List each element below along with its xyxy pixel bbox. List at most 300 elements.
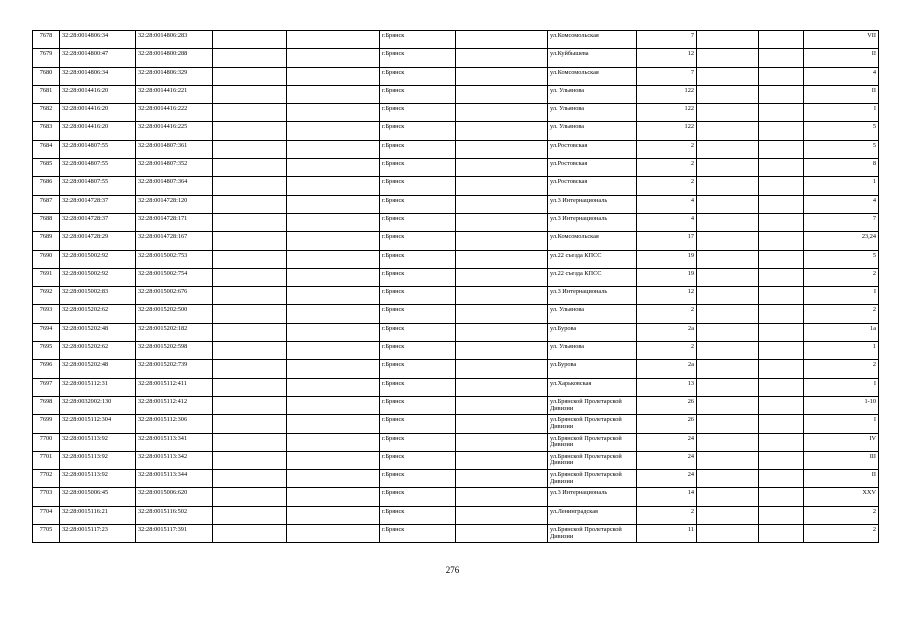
premises-number-cell: 5 bbox=[804, 250, 879, 268]
house-number-cell: 26 bbox=[637, 396, 697, 414]
city-cell: г.Брянск bbox=[380, 488, 456, 506]
blank-col-11-cell bbox=[759, 268, 804, 286]
blank-col-7-cell bbox=[456, 378, 548, 396]
register-table-body bbox=[33, 31, 879, 543]
table-row bbox=[33, 159, 879, 177]
blank-col-5-cell bbox=[287, 213, 380, 231]
street-cell: ул.Брянской Пролетарской Дивизии bbox=[548, 396, 637, 414]
object-cadastral-number-cell: 32:28:0014728:120 bbox=[136, 195, 213, 213]
blank-col-7-cell bbox=[456, 104, 548, 122]
parcel-cadastral-number-cell: 32:28:0015112:304 bbox=[60, 415, 136, 433]
parcel-cadastral-number-cell: 32:28:0015202:48 bbox=[60, 360, 136, 378]
house-number-cell: 26 bbox=[637, 415, 697, 433]
blank-col-10-cell bbox=[697, 268, 759, 286]
blank-col-11-cell bbox=[759, 396, 804, 414]
blank-col-5-cell bbox=[287, 67, 380, 85]
house-number-cell: 7 bbox=[637, 31, 697, 49]
blank-col-10-cell bbox=[697, 104, 759, 122]
house-number-cell: 19 bbox=[637, 250, 697, 268]
parcel-cadastral-number-cell: 32:28:0015113:92 bbox=[60, 433, 136, 451]
city-cell: г.Брянск bbox=[380, 31, 456, 49]
object-cadastral-number-cell: 32:28:0014807:361 bbox=[136, 140, 213, 158]
blank-col-10-cell bbox=[697, 396, 759, 414]
blank-col-10-cell bbox=[697, 122, 759, 140]
parcel-cadastral-number-cell: 32:28:0014800:47 bbox=[60, 49, 136, 67]
blank-col-7-cell bbox=[456, 451, 548, 469]
table-row bbox=[33, 342, 879, 360]
blank-col-7-cell bbox=[456, 470, 548, 488]
record-number-cell: 7689 bbox=[33, 232, 60, 250]
blank-col-7-cell bbox=[456, 232, 548, 250]
parcel-cadastral-number-cell: 32:28:0014806:34 bbox=[60, 31, 136, 49]
blank-col-11-cell bbox=[759, 85, 804, 103]
city-cell: г.Брянск bbox=[380, 232, 456, 250]
record-number-cell: 7680 bbox=[33, 67, 60, 85]
blank-col-7-cell bbox=[456, 323, 548, 341]
table-row bbox=[33, 140, 879, 158]
blank-col-7-cell bbox=[456, 213, 548, 231]
blank-col-5-cell bbox=[287, 140, 380, 158]
parcel-cadastral-number-cell: 32:28:0015202:48 bbox=[60, 323, 136, 341]
blank-col-11-cell bbox=[759, 415, 804, 433]
blank-col-11-cell bbox=[759, 195, 804, 213]
parcel-cadastral-number-cell: 32:28:0014416:20 bbox=[60, 104, 136, 122]
blank-col-5-cell bbox=[287, 122, 380, 140]
table-row bbox=[33, 232, 879, 250]
blank-col-11-cell bbox=[759, 31, 804, 49]
table-row bbox=[33, 122, 879, 140]
record-number-cell: 7705 bbox=[33, 525, 60, 543]
street-cell: ул.3 Интернациональ bbox=[548, 287, 637, 305]
record-number-cell: 7686 bbox=[33, 177, 60, 195]
parcel-cadastral-number-cell: 32:28:0015002:92 bbox=[60, 250, 136, 268]
object-cadastral-number-cell: 32:28:0015112:306 bbox=[136, 415, 213, 433]
record-number-cell: 7685 bbox=[33, 159, 60, 177]
blank-col-10-cell bbox=[697, 470, 759, 488]
blank-col-4-cell bbox=[213, 140, 287, 158]
blank-col-4-cell bbox=[213, 195, 287, 213]
street-cell: ул.3 Интернациональ bbox=[548, 488, 637, 506]
parcel-cadastral-number-cell: 32:28:0015113:92 bbox=[60, 470, 136, 488]
street-cell: ул.Брянской Пролетарской Дивизии bbox=[548, 451, 637, 469]
parcel-cadastral-number-cell: 32:28:0014728:37 bbox=[60, 213, 136, 231]
blank-col-7-cell bbox=[456, 396, 548, 414]
blank-col-4-cell bbox=[213, 378, 287, 396]
record-number-cell: 7697 bbox=[33, 378, 60, 396]
blank-col-5-cell bbox=[287, 31, 380, 49]
blank-col-5-cell bbox=[287, 488, 380, 506]
table-row bbox=[33, 268, 879, 286]
blank-col-10-cell bbox=[697, 287, 759, 305]
blank-col-7-cell bbox=[456, 67, 548, 85]
city-cell: г.Брянск bbox=[380, 360, 456, 378]
parcel-cadastral-number-cell: 32:28:0015002:92 bbox=[60, 268, 136, 286]
blank-col-11-cell bbox=[759, 67, 804, 85]
blank-col-10-cell bbox=[697, 177, 759, 195]
blank-col-4-cell bbox=[213, 506, 287, 524]
city-cell: г.Брянск bbox=[380, 378, 456, 396]
blank-col-7-cell bbox=[456, 122, 548, 140]
blank-col-10-cell bbox=[697, 195, 759, 213]
blank-col-10-cell bbox=[697, 415, 759, 433]
blank-col-5-cell bbox=[287, 451, 380, 469]
blank-col-7-cell bbox=[456, 140, 548, 158]
blank-col-7-cell bbox=[456, 433, 548, 451]
blank-col-10-cell bbox=[697, 31, 759, 49]
street-cell: ул. Ульянова bbox=[548, 305, 637, 323]
street-cell: ул. Ульянова bbox=[548, 342, 637, 360]
blank-col-11-cell bbox=[759, 140, 804, 158]
blank-col-5-cell bbox=[287, 378, 380, 396]
blank-col-7-cell bbox=[456, 177, 548, 195]
blank-col-7-cell bbox=[456, 250, 548, 268]
blank-col-10-cell bbox=[697, 323, 759, 341]
record-number-cell: 7679 bbox=[33, 49, 60, 67]
house-number-cell: 24 bbox=[637, 451, 697, 469]
blank-col-10-cell bbox=[697, 360, 759, 378]
object-cadastral-number-cell: 32:28:0014416:225 bbox=[136, 122, 213, 140]
premises-number-cell: 1а bbox=[804, 323, 879, 341]
blank-col-10-cell bbox=[697, 140, 759, 158]
blank-col-11-cell bbox=[759, 433, 804, 451]
table-row bbox=[33, 49, 879, 67]
street-cell: ул.Куйбышева bbox=[548, 49, 637, 67]
table-row bbox=[33, 85, 879, 103]
city-cell: г.Брянск bbox=[380, 177, 456, 195]
table-row bbox=[33, 378, 879, 396]
blank-col-11-cell bbox=[759, 488, 804, 506]
register-table bbox=[32, 30, 879, 543]
blank-col-11-cell bbox=[759, 213, 804, 231]
premises-number-cell: 7 bbox=[804, 213, 879, 231]
object-cadastral-number-cell: 32:28:0015202:500 bbox=[136, 305, 213, 323]
premises-number-cell: II bbox=[804, 49, 879, 67]
house-number-cell: 2а bbox=[637, 323, 697, 341]
blank-col-11-cell bbox=[759, 506, 804, 524]
premises-number-cell: 1-10 bbox=[804, 396, 879, 414]
city-cell: г.Брянск bbox=[380, 140, 456, 158]
blank-col-10-cell bbox=[697, 232, 759, 250]
record-number-cell: 7688 bbox=[33, 213, 60, 231]
city-cell: г.Брянск bbox=[380, 305, 456, 323]
city-cell: г.Брянск bbox=[380, 287, 456, 305]
object-cadastral-number-cell: 32:28:0015112:411 bbox=[136, 378, 213, 396]
premises-number-cell: I bbox=[804, 415, 879, 433]
blank-col-10-cell bbox=[697, 49, 759, 67]
blank-col-7-cell bbox=[456, 488, 548, 506]
table-row bbox=[33, 104, 879, 122]
blank-col-5-cell bbox=[287, 415, 380, 433]
city-cell: г.Брянск bbox=[380, 213, 456, 231]
premises-number-cell: III bbox=[804, 451, 879, 469]
table-row bbox=[33, 213, 879, 231]
blank-col-11-cell bbox=[759, 378, 804, 396]
object-cadastral-number-cell: 32:28:0014416:221 bbox=[136, 85, 213, 103]
blank-col-7-cell bbox=[456, 506, 548, 524]
parcel-cadastral-number-cell: 32:28:0014416:20 bbox=[60, 85, 136, 103]
street-cell: ул.Брянской Пролетарской Дивизии bbox=[548, 415, 637, 433]
record-number-cell: 7690 bbox=[33, 250, 60, 268]
premises-number-cell: I bbox=[804, 287, 879, 305]
table-row bbox=[33, 360, 879, 378]
blank-col-5-cell bbox=[287, 232, 380, 250]
premises-number-cell: 2 bbox=[804, 360, 879, 378]
record-number-cell: 7683 bbox=[33, 122, 60, 140]
record-number-cell: 7696 bbox=[33, 360, 60, 378]
blank-col-5-cell bbox=[287, 49, 380, 67]
city-cell: г.Брянск bbox=[380, 342, 456, 360]
city-cell: г.Брянск bbox=[380, 415, 456, 433]
house-number-cell: 4 bbox=[637, 213, 697, 231]
blank-col-4-cell bbox=[213, 268, 287, 286]
city-cell: г.Брянск bbox=[380, 451, 456, 469]
object-cadastral-number-cell: 32:28:0014728:171 bbox=[136, 213, 213, 231]
house-number-cell: 13 bbox=[637, 378, 697, 396]
city-cell: г.Брянск bbox=[380, 104, 456, 122]
blank-col-5-cell bbox=[287, 250, 380, 268]
blank-col-5-cell bbox=[287, 323, 380, 341]
blank-col-4-cell bbox=[213, 323, 287, 341]
record-number-cell: 7693 bbox=[33, 305, 60, 323]
blank-col-4-cell bbox=[213, 415, 287, 433]
record-number-cell: 7702 bbox=[33, 470, 60, 488]
street-cell: ул.22 съезда КПСС bbox=[548, 250, 637, 268]
table-row bbox=[33, 177, 879, 195]
record-number-cell: 7701 bbox=[33, 451, 60, 469]
premises-number-cell: II bbox=[804, 85, 879, 103]
blank-col-5-cell bbox=[287, 433, 380, 451]
street-cell: ул.Ленинградская bbox=[548, 506, 637, 524]
parcel-cadastral-number-cell: 32:28:0014728:29 bbox=[60, 232, 136, 250]
city-cell: г.Брянск bbox=[380, 67, 456, 85]
blank-col-10-cell bbox=[697, 488, 759, 506]
blank-col-11-cell bbox=[759, 232, 804, 250]
premises-number-cell: 2 bbox=[804, 506, 879, 524]
blank-col-4-cell bbox=[213, 31, 287, 49]
house-number-cell: 7 bbox=[637, 67, 697, 85]
house-number-cell: 2 bbox=[637, 506, 697, 524]
street-cell: ул.3 Интернациональ bbox=[548, 195, 637, 213]
city-cell: г.Брянск bbox=[380, 323, 456, 341]
parcel-cadastral-number-cell: 32:28:0014807:55 bbox=[60, 159, 136, 177]
blank-col-4-cell bbox=[213, 396, 287, 414]
parcel-cadastral-number-cell: 32:28:0015116:21 bbox=[60, 506, 136, 524]
street-cell: ул.3 Интернациональ bbox=[548, 213, 637, 231]
blank-col-7-cell bbox=[456, 159, 548, 177]
premises-number-cell: IV bbox=[804, 433, 879, 451]
street-cell: ул. Ульянова bbox=[548, 85, 637, 103]
house-number-cell: 2 bbox=[637, 342, 697, 360]
blank-col-5-cell bbox=[287, 177, 380, 195]
object-cadastral-number-cell: 32:28:0015113:341 bbox=[136, 433, 213, 451]
blank-col-5-cell bbox=[287, 195, 380, 213]
parcel-cadastral-number-cell: 32:28:0015202:62 bbox=[60, 305, 136, 323]
premises-number-cell: 1 bbox=[804, 342, 879, 360]
blank-col-4-cell bbox=[213, 470, 287, 488]
blank-col-4-cell bbox=[213, 49, 287, 67]
table-row bbox=[33, 287, 879, 305]
blank-col-11-cell bbox=[759, 250, 804, 268]
parcel-cadastral-number-cell: 32:28:0014807:55 bbox=[60, 177, 136, 195]
blank-col-7-cell bbox=[456, 525, 548, 543]
table-row bbox=[33, 415, 879, 433]
blank-col-11-cell bbox=[759, 342, 804, 360]
street-cell: ул.Комсомольская bbox=[548, 232, 637, 250]
city-cell: г.Брянск bbox=[380, 49, 456, 67]
premises-number-cell: I bbox=[804, 104, 879, 122]
house-number-cell: 2а bbox=[637, 360, 697, 378]
blank-col-10-cell bbox=[697, 378, 759, 396]
object-cadastral-number-cell: 32:28:0014800:288 bbox=[136, 49, 213, 67]
city-cell: г.Брянск bbox=[380, 268, 456, 286]
blank-col-10-cell bbox=[697, 85, 759, 103]
house-number-cell: 12 bbox=[637, 287, 697, 305]
city-cell: г.Брянск bbox=[380, 122, 456, 140]
street-cell: ул.Комсомольская bbox=[548, 31, 637, 49]
blank-col-7-cell bbox=[456, 31, 548, 49]
blank-col-4-cell bbox=[213, 525, 287, 543]
street-cell: ул. Ульянова bbox=[548, 104, 637, 122]
house-number-cell: 122 bbox=[637, 122, 697, 140]
blank-col-4-cell bbox=[213, 305, 287, 323]
blank-col-11-cell bbox=[759, 323, 804, 341]
record-number-cell: 7704 bbox=[33, 506, 60, 524]
record-number-cell: 7695 bbox=[33, 342, 60, 360]
record-number-cell: 7700 bbox=[33, 433, 60, 451]
blank-col-5-cell bbox=[287, 159, 380, 177]
parcel-cadastral-number-cell: 32:28:0015006:45 bbox=[60, 488, 136, 506]
blank-col-4-cell bbox=[213, 232, 287, 250]
record-number-cell: 7699 bbox=[33, 415, 60, 433]
object-cadastral-number-cell: 32:28:0015116:502 bbox=[136, 506, 213, 524]
blank-col-4-cell bbox=[213, 177, 287, 195]
blank-col-11-cell bbox=[759, 49, 804, 67]
city-cell: г.Брянск bbox=[380, 433, 456, 451]
street-cell: ул. Ульянова bbox=[548, 122, 637, 140]
table-row bbox=[33, 305, 879, 323]
table-row bbox=[33, 31, 879, 49]
house-number-cell: 11 bbox=[637, 525, 697, 543]
street-cell: ул.Бурова bbox=[548, 323, 637, 341]
street-cell: ул.Брянской Пролетарской Дивизии bbox=[548, 525, 637, 543]
blank-col-11-cell bbox=[759, 159, 804, 177]
blank-col-5-cell bbox=[287, 268, 380, 286]
blank-col-10-cell bbox=[697, 342, 759, 360]
blank-col-4-cell bbox=[213, 159, 287, 177]
premises-number-cell: 23,24 bbox=[804, 232, 879, 250]
street-cell: ул.Брянской Пролетарской Дивизии bbox=[548, 470, 637, 488]
object-cadastral-number-cell: 32:28:0014807:352 bbox=[136, 159, 213, 177]
blank-col-10-cell bbox=[697, 159, 759, 177]
record-number-cell: 7691 bbox=[33, 268, 60, 286]
blank-col-4-cell bbox=[213, 287, 287, 305]
object-cadastral-number-cell: 32:28:0015002:753 bbox=[136, 250, 213, 268]
premises-number-cell: VII bbox=[804, 31, 879, 49]
premises-number-cell: I bbox=[804, 378, 879, 396]
table-row bbox=[33, 67, 879, 85]
table-row bbox=[33, 506, 879, 524]
house-number-cell: 2 bbox=[637, 140, 697, 158]
object-cadastral-number-cell: 32:28:0015113:342 bbox=[136, 451, 213, 469]
blank-col-4-cell bbox=[213, 122, 287, 140]
blank-col-4-cell bbox=[213, 104, 287, 122]
street-cell: ул.Бурова bbox=[548, 360, 637, 378]
parcel-cadastral-number-cell: 32:28:0014416:20 bbox=[60, 122, 136, 140]
premises-number-cell: 8 bbox=[804, 159, 879, 177]
house-number-cell: 2 bbox=[637, 177, 697, 195]
object-cadastral-number-cell: 32:28:0015117:391 bbox=[136, 525, 213, 543]
table-row bbox=[33, 525, 879, 543]
table-row bbox=[33, 250, 879, 268]
street-cell: ул.Харьковская bbox=[548, 378, 637, 396]
blank-col-7-cell bbox=[456, 305, 548, 323]
object-cadastral-number-cell: 32:28:0014807:364 bbox=[136, 177, 213, 195]
city-cell: г.Брянск bbox=[380, 506, 456, 524]
blank-col-5-cell bbox=[287, 85, 380, 103]
blank-col-4-cell bbox=[213, 67, 287, 85]
record-number-cell: 7684 bbox=[33, 140, 60, 158]
premises-number-cell: 5 bbox=[804, 122, 879, 140]
parcel-cadastral-number-cell: 32:28:0015117:23 bbox=[60, 525, 136, 543]
blank-col-10-cell bbox=[697, 525, 759, 543]
blank-col-4-cell bbox=[213, 250, 287, 268]
blank-col-5-cell bbox=[287, 396, 380, 414]
premises-number-cell: XXV bbox=[804, 488, 879, 506]
record-number-cell: 7703 bbox=[33, 488, 60, 506]
blank-col-7-cell bbox=[456, 342, 548, 360]
table-row bbox=[33, 396, 879, 414]
object-cadastral-number-cell: 32:28:0015202:182 bbox=[136, 323, 213, 341]
blank-col-5-cell bbox=[287, 506, 380, 524]
blank-col-11-cell bbox=[759, 451, 804, 469]
object-cadastral-number-cell: 32:28:0014728:167 bbox=[136, 232, 213, 250]
blank-col-11-cell bbox=[759, 305, 804, 323]
premises-number-cell: 2 bbox=[804, 305, 879, 323]
city-cell: г.Брянск bbox=[380, 195, 456, 213]
blank-col-11-cell bbox=[759, 525, 804, 543]
parcel-cadastral-number-cell: 32:28:0014728:37 bbox=[60, 195, 136, 213]
parcel-cadastral-number-cell: 32:28:0015202:62 bbox=[60, 342, 136, 360]
blank-col-5-cell bbox=[287, 104, 380, 122]
house-number-cell: 2 bbox=[637, 305, 697, 323]
blank-col-7-cell bbox=[456, 85, 548, 103]
premises-number-cell: 5 bbox=[804, 140, 879, 158]
city-cell: г.Брянск bbox=[380, 85, 456, 103]
parcel-cadastral-number-cell: 32:28:0032002:130 bbox=[60, 396, 136, 414]
blank-col-4-cell bbox=[213, 85, 287, 103]
house-number-cell: 17 bbox=[637, 232, 697, 250]
blank-col-11-cell bbox=[759, 360, 804, 378]
house-number-cell: 4 bbox=[637, 195, 697, 213]
object-cadastral-number-cell: 32:28:0014806:283 bbox=[136, 31, 213, 49]
blank-col-10-cell bbox=[697, 506, 759, 524]
record-number-cell: 7682 bbox=[33, 104, 60, 122]
object-cadastral-number-cell: 32:28:0015112:412 bbox=[136, 396, 213, 414]
blank-col-4-cell bbox=[213, 433, 287, 451]
blank-col-11-cell bbox=[759, 104, 804, 122]
blank-col-10-cell bbox=[697, 451, 759, 469]
blank-col-10-cell bbox=[697, 213, 759, 231]
page-number: 276 bbox=[445, 565, 460, 575]
object-cadastral-number-cell: 32:28:0014416:222 bbox=[136, 104, 213, 122]
street-cell: ул.Комсомольская bbox=[548, 67, 637, 85]
blank-col-4-cell bbox=[213, 451, 287, 469]
city-cell: г.Брянск bbox=[380, 470, 456, 488]
blank-col-10-cell bbox=[697, 67, 759, 85]
blank-col-11-cell bbox=[759, 122, 804, 140]
object-cadastral-number-cell: 32:28:0014806:329 bbox=[136, 67, 213, 85]
house-number-cell: 122 bbox=[637, 85, 697, 103]
